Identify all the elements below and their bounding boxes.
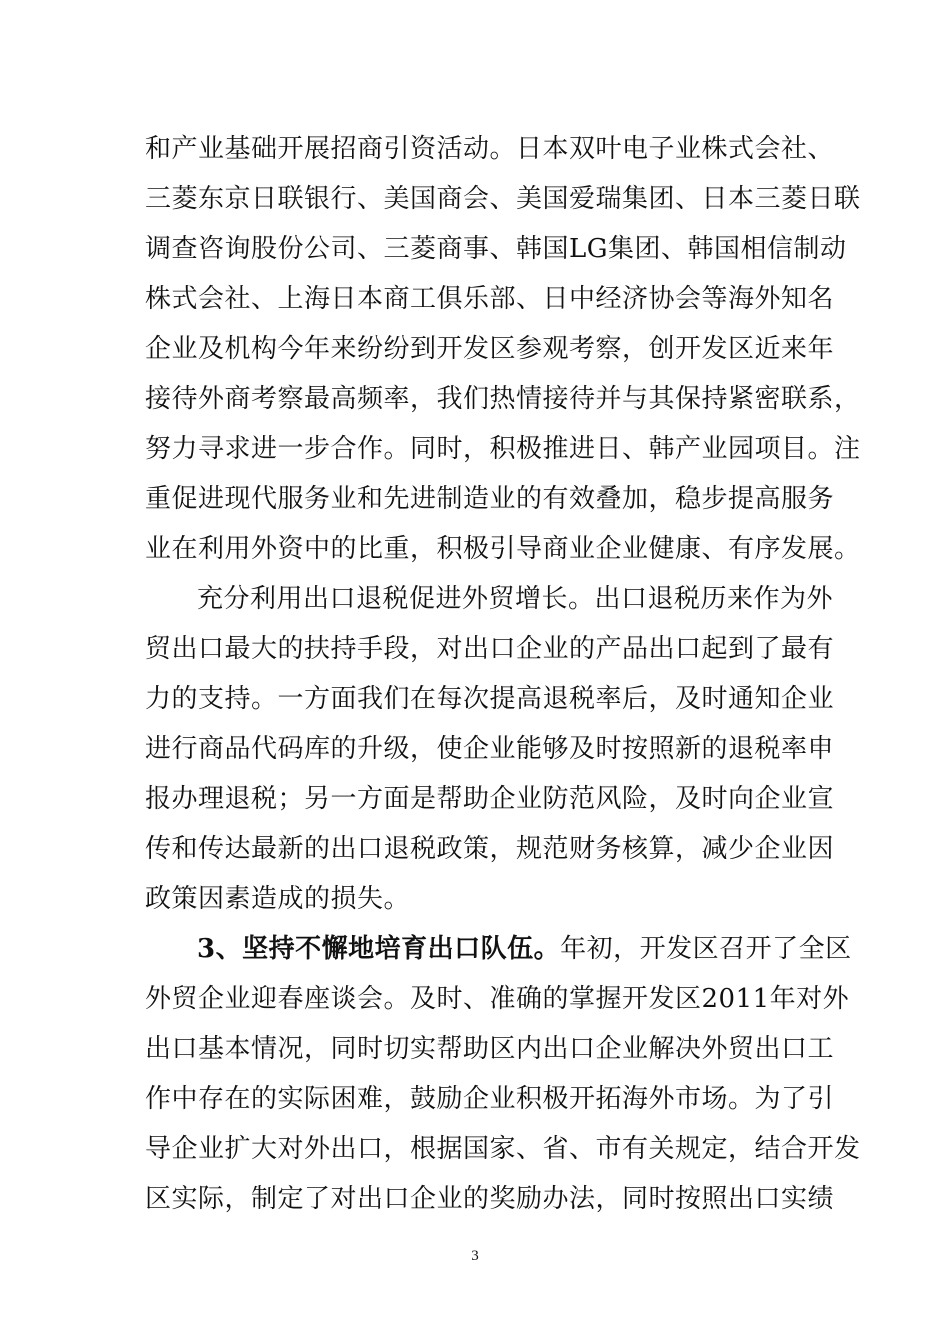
text-line: 作中存在的实际困难，鼓励企业积极开拓海外市场。为了引 <box>145 1084 835 1114</box>
text-line: 进行商品代码库的升级，使企业能够及时按照新的退税率申 <box>145 734 835 764</box>
text-line: 政策因素造成的损失。 <box>145 884 411 914</box>
text-line: 接待外商考察最高频率，我们热情接待并与其保持紧密联系， <box>145 384 861 414</box>
text-line: 调查咨询股份公司、三菱商事、韩国LG集团、韩国相信制动 <box>145 234 847 264</box>
text-line: 和产业基础开展招商引资活动。日本双叶电子业株式会社、 <box>145 134 835 164</box>
text-line: 区实际，制定了对出口企业的奖励办法，同时按照出口实绩 <box>145 1184 835 1214</box>
text-line: 三菱东京日联银行、美国商会、美国爱瑞集团、日本三菱日联 <box>145 184 861 214</box>
text-line: 外贸企业迎春座谈会。及时、准确的掌握开发区2011年对外 <box>145 984 850 1014</box>
section-heading: 3、坚持不懈地培育出口队伍。 <box>197 934 561 964</box>
text-line: 贸出口最大的扶持手段，对出口企业的产品出口起到了最有 <box>145 634 835 664</box>
section-heading-continuation: 年初，开发区召开了全区 <box>560 934 852 964</box>
text-line: 业在利用外资中的比重，积极引导商业企业健康、有序发展。 <box>145 534 861 564</box>
text-line: 企业及机构今年来纷纷到开发区参观考察，创开发区近来年 <box>145 334 835 364</box>
text-line: 力的支持。一方面我们在每次提高退税率后，及时通知企业 <box>145 684 835 714</box>
text-line: 导企业扩大对外出口，根据国家、省、市有关规定，结合开发 <box>145 1134 861 1164</box>
text-line: 传和传达最新的出口退税政策，规范财务核算，减少企业因 <box>145 834 835 864</box>
section-heading-line <box>197 934 852 964</box>
text-line: 重促进现代服务业和先进制造业的有效叠加，稳步提高服务 <box>145 484 835 514</box>
text-line: 出口基本情况，同时切实帮助区内出口企业解决外贸出口工 <box>145 1034 835 1064</box>
paragraph-start-line: 充分利用出口退税促进外贸增长。出口退税历来作为外 <box>197 584 834 614</box>
text-line: 报办理退税；另一方面是帮助企业防范风险，及时向企业宣 <box>145 784 835 814</box>
text-line: 努力寻求进一步合作。同时，积极推进日、韩产业园项目。注 <box>145 434 861 464</box>
page-number: 3 <box>471 1248 479 1264</box>
text-line: 株式会社、上海日本商工俱乐部、日中经济协会等海外知名 <box>145 284 835 314</box>
